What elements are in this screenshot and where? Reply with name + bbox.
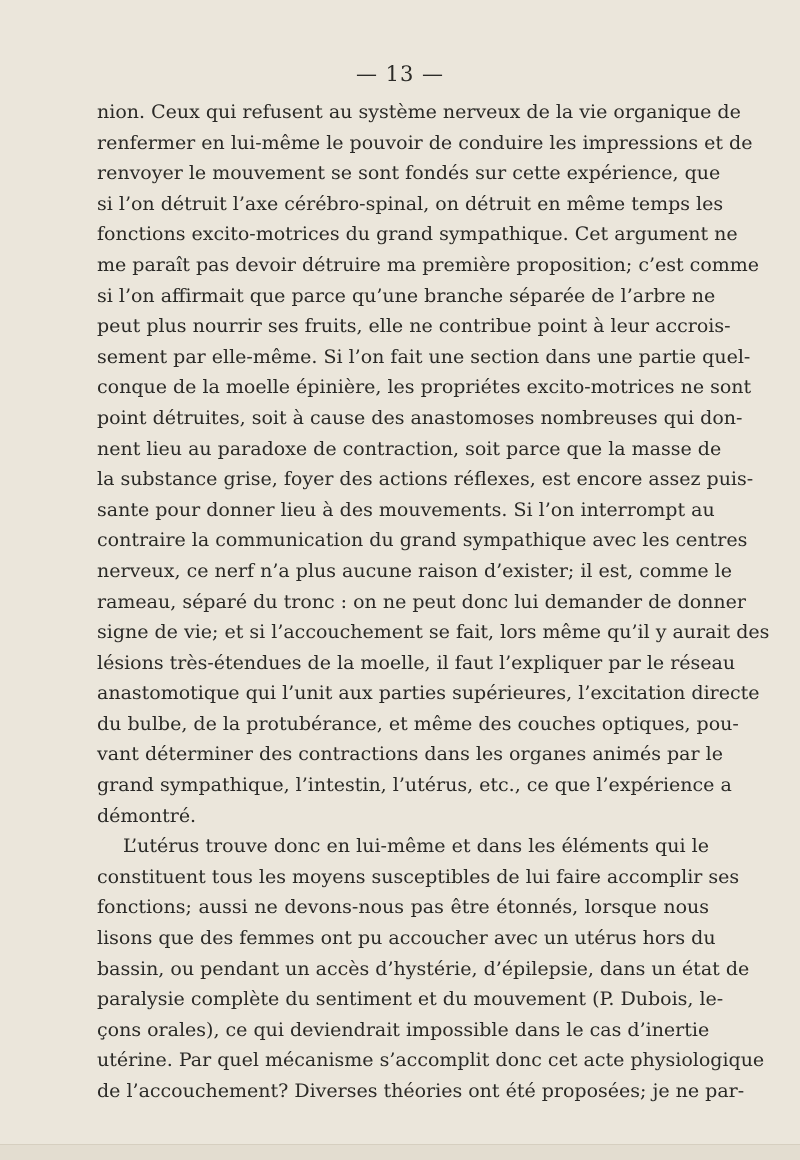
text-line: la substance grise, foyer des actions réflexes, est encore assez puis- [97,468,754,491]
text-line: peut plus nourrir ses fruits, elle ne contribue point à leur accrois- [97,315,731,338]
text-line: sement par elle-même. Si l’on fait une section dans une partie quel- [97,345,751,368]
text-line: vant déterminer des contractions dans les organes animés par le [97,743,723,766]
text-line: bassin, ou pendant un accès d’hystérie, d’épilepsie, dans un état de [97,957,750,980]
text-line: nerveux, ce nerf n’a plus aucune raison d’exister; il est, comme le [97,559,732,582]
text-line: conque de la moelle épinière, les propriétes excito-motrices ne sont [97,376,752,399]
text-line: contraire la communication du grand sympathique avec les centres [97,529,748,552]
text-line: si l’on affirmait que parce qu’une branche séparée de l’arbre ne [97,284,716,307]
text-line: point détruites, soit à cause des anastomoses nombreuses qui don- [97,406,743,429]
text-line: me paraît pas devoir détruire ma première proposition; c’est comme [97,253,760,276]
body-text [97,97,770,1107]
text-line: paralysie complète du sentiment et du mouvement (P. Dubois, le- [97,988,724,1011]
text-line: nion. Ceux qui refusent au système nerveux de la vie organique de [97,101,741,123]
text-line: renvoyer le mouvement se sont fondés sur cette expérience, que [97,162,721,185]
text-line: renfermer en lui-même le pouvoir de conduire les impressions et de [97,131,753,154]
text-line: çons orales), ce qui deviendrait impossible dans le cas d’inertie [97,1018,710,1041]
paragraph-end-line: démontré. [97,804,197,827]
text-line: anastomotique qui l’unit aux parties supérieures, l’excitation directe [97,682,760,705]
text-line: constituent tous les moyens susceptibles de lui faire accomplir ses [97,865,740,888]
text-line: si l’on détruit l’axe cérébro-spinal, on détruit en même temps les [97,192,724,215]
text-line: rameau, séparé du tronc : on ne peut donc lui demander de donner [97,590,746,613]
page-number: — 13 — [355,62,445,86]
text-line: signe de vie; et si l’accouchement se fait, lors même qu’il y aurait des [97,621,770,644]
text-line: nent lieu au paradoxe de contraction, soit parce que la masse de [97,437,722,460]
text-line: lésions très-étendues de la moelle, il faut l’expliquer par le réseau [97,651,736,674]
text-line: sante pour donner lieu à des mouvements. Si l’on interrompt au [97,498,715,521]
text-line: fonctions; aussi ne devons-nous pas être étonnés, lorsque nous [97,896,709,919]
text-line: grand sympathique, l’intestin, l’utérus, etc., ce que l’expérience a [97,774,732,797]
paragraph-start-line: L’utérus trouve donc en lui-même et dans les éléments qui le [123,835,709,858]
text-line: du bulbe, de la protubérance, et même des couches optiques, pou- [97,712,739,735]
page-bottom-edge [0,1144,800,1160]
text-line: de l’accouchement? Diverses théories ont été proposées; je ne par- [97,1080,745,1102]
text-line: lisons que des femmes ont pu accoucher avec un utérus hors du [97,927,716,950]
text-line: fonctions excito-motrices du grand sympathique. Cet argument ne [97,223,738,246]
text-line: utérine. Par quel mécanisme s’accomplit donc cet acte physiologique [97,1049,765,1072]
